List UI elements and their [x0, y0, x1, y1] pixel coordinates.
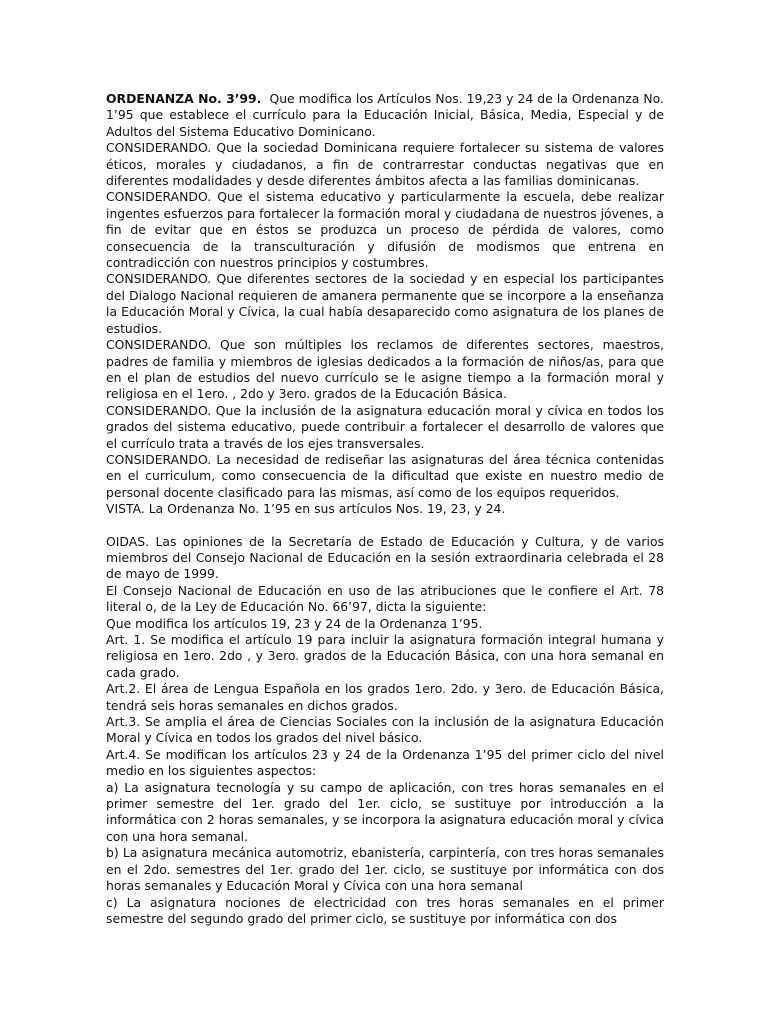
document-title: ORDENANZA No. 3’99.	[106, 91, 262, 106]
oidas-paragraph: OIDAS. Las opiniones de la Secretaría de Estado de Educación y Cultura, y de varios miembros del Consejo Nacional de Educación en la sesión extraordinaria celebrada el 28 de mayo de 1999.	[106, 533, 664, 582]
article-paragraph: Art. 1. Se modifica el artículo 19 para incluir la asignatura formación integral humana y religiosa en 1ero. 2do , y 3ero. grados de la Educación Básica, con una hora semanal en cada grado.	[106, 632, 664, 680]
document-heading-paragraph	[106, 91, 664, 140]
article-paragraph: Art.2. El área de Lengua Española en los grados 1ero. 2do. y 3ero. de Educación Básica, tendrá seis horas semanales en dichos grados.	[106, 681, 664, 713]
paragraph-spacer	[106, 518, 664, 534]
document-intro: Que modifica los Artículos Nos. 19,23 y 24 de la Ordenanza No. 1’95 que establece el currículo para la Educación Inicial, Básica, Media, Especial y de Adultos del Sistema Educativo Dominicano.	[106, 91, 664, 139]
consejo-paragraph: El Consejo Nacional de Educación en uso de las atribuciones que le confiere el Art. 78 literal o, de la Ley de Educación No. 66’97, dicta la siguiente:	[106, 582, 664, 615]
considerando-paragraph: CONSIDERANDO. Que son múltiples los reclamos de diferentes sectores, maestros, padres de familia y miembros de iglesias dedicados a la formación de niños/as, para que en el plan de estudios del nuevo currículo se le asigne tiempo a la formación moral y religiosa en el 1ero. , 2do y 3ero. grados de la Educación Básica.	[106, 337, 664, 402]
article-paragraph: Art.4. Se modifican los artículos 23 y 24 de la Ordenanza 1’95 del primer ciclo del nivel medio en los siguientes aspectos:	[106, 746, 664, 779]
modifica-paragraph: Que modifica los artículos 19, 23 y 24 de la Ordenanza 1’95.	[106, 615, 483, 631]
document-page	[106, 91, 664, 927]
list-item: c) La asignatura nociones de electricidad con tres horas semanales en el primer semestre del segundo grado del primer ciclo, se sustituye por informática con dos	[106, 894, 664, 926]
considerando-paragraph: CONSIDERANDO. La necesidad de rediseñar las asignaturas del área técnica contenidas en el curriculum, como consecuencia de la dificultad que existe en nuestro medio de personal docente clasificado para las mismas, así como de los equipos requeridos.	[106, 451, 664, 500]
article-paragraph: Art.3. Se amplia el área de Ciencias Sociales con la inclusión de la asignatura Educación Moral y Cívica en todos los grados del nivel básico.	[106, 714, 664, 746]
considerando-paragraph: CONSIDERANDO. Que diferentes sectores de la sociedad y en especial los participantes del Dialogo Nacional requieren de amanera permanente que se incorpore a la enseñanza la Educación Moral y Cívica, la cual había desaparecido como asignatura de los planes de estudios.	[106, 271, 664, 336]
considerando-paragraph: CONSIDERANDO. Que el sistema educativo y particularmente la escuela, debe realizar ingentes esfuerzos para fortalecer la formación moral y ciudadana de nuestros jóvenes, a fin de evitar que en éstos se produzca un proceso de pérdida de valores, como consecuencia de la transculturación y difusión de modismos que entrena en contradicción con nuestros principios y costumbres.	[106, 189, 664, 271]
list-item: b) La asignatura mecánica automotriz, ebanistería, carpintería, con tres horas semanales en el 2do. semestres del 1er. grado del 1er. ciclo, se sustituye por informática con dos horas semanales y Educación Moral y Cívica con una hora semanal	[106, 845, 664, 894]
considerando-paragraph: CONSIDERANDO. Que la sociedad Dominicana requiere fortalecer su sistema de valores éticos, morales y ciudadanos, a fin de contrarrestar conductas negativas que en diferentes modalidades y desde diferentes ámbitos afecta a las familias dominicanas.	[106, 140, 664, 189]
considerando-paragraph: CONSIDERANDO. Que la inclusión de la asignatura educación moral y cívica en todos los grados del sistema educativo, puede contribuir a fortalecer el desarrollo de valores que el currículo trata a través de los ejes transversales.	[106, 402, 664, 451]
list-item: a) La asignatura tecnología y su campo de aplicación, con tres horas semanales en el primer semestre del 1er. grado del 1er. ciclo, se sustituye por introducción a la informática con 2 horas semanales, y se incorpora la asignatura educación moral y cívica con una hora semanal.	[106, 779, 664, 844]
vista-paragraph: VISTA. La Ordenanza No. 1’95 en sus artículos Nos. 19, 23, y 24.	[106, 501, 506, 517]
